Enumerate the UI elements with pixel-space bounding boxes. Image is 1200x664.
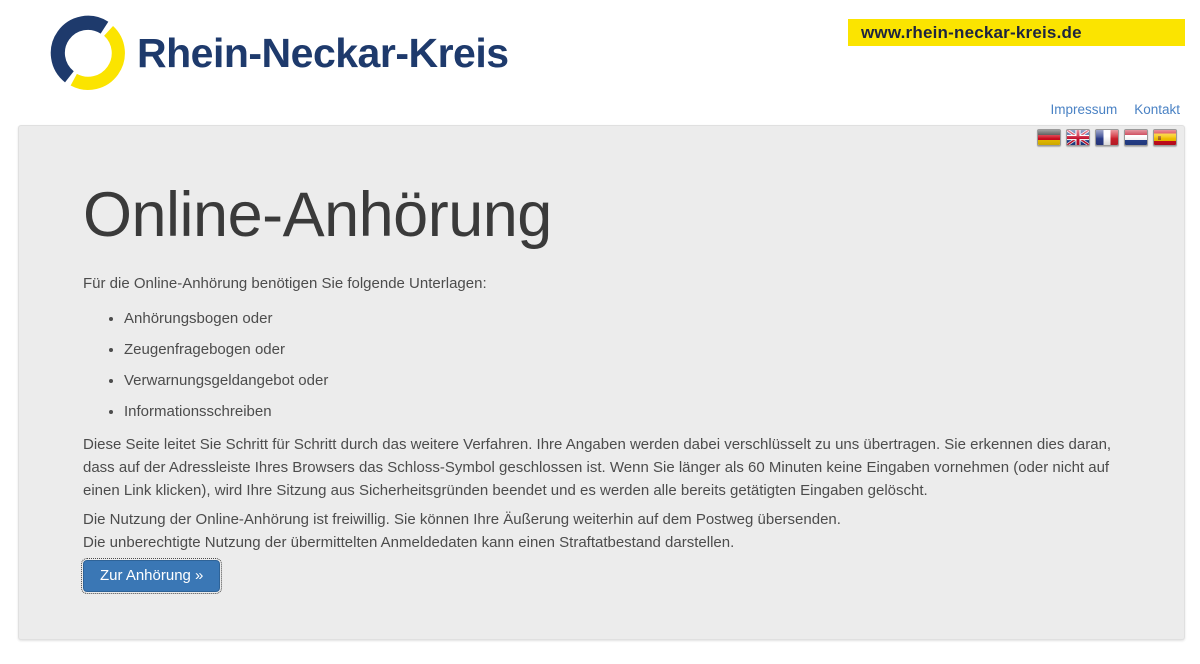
page-title: Online-Anhörung xyxy=(83,180,552,250)
list-item: • Zeugenfragebogen oder xyxy=(124,338,1184,361)
notice-line-2: Die unberechtigte Nutzung der übermittelten Anmeldedaten kann einen Straftatbestand darstellen. xyxy=(83,534,735,551)
url-banner xyxy=(848,19,1185,46)
zur-anhoerung-button[interactable]: Zur Anhörung » xyxy=(83,560,220,592)
documents-list xyxy=(83,307,1184,423)
flag-france-icon[interactable] xyxy=(1095,129,1119,146)
site-logo[interactable] xyxy=(49,14,509,92)
intro-text: Für die Online-Anhörung benötigen Sie folgende Unterlagen: xyxy=(83,275,487,292)
url-banner-text: www.rhein-neckar-kreis.de xyxy=(861,22,1082,42)
language-switcher xyxy=(1037,129,1177,146)
notice-paragraph xyxy=(83,508,1129,554)
list-item: • Verwarnungsgeldangebot oder xyxy=(124,369,1184,392)
list-item: • Informationsschreiben xyxy=(124,400,1184,423)
top-navigation xyxy=(1050,102,1180,117)
notice-line-1: Die Nutzung der Online-Anhörung ist freiwillig. Sie können Ihre Äußerung weiterhin auf dem Postweg übersenden. xyxy=(83,511,841,528)
content-panel xyxy=(18,125,1185,640)
logo-ring-icon xyxy=(49,14,127,92)
procedure-paragraph: Diese Seite leitet Sie Schritt für Schritt durch das weitere Verfahren. Ihre Angaben werden dabei verschlüsselt zu uns übertragen. Sie erkennen dies daran, dass auf der Adressleiste Ihres Browsers das Schloss-Symbol geschlossen ist. Wenn Sie länger als 60 Minuten keine Eingaben vornehmen (oder nicht auf einen Link klicken), wird Ihre Sitzung aus Sicherheitsgründen beendet und es werden alle bereits getätigten Eingaben gelöscht. xyxy=(83,436,1112,499)
flag-united-kingdom-icon[interactable] xyxy=(1066,129,1090,146)
flag-germany-icon[interactable] xyxy=(1037,129,1061,146)
kontakt-link[interactable]: Kontakt xyxy=(1134,102,1180,117)
impressum-link[interactable]: Impressum xyxy=(1050,102,1118,117)
flag-spain-icon[interactable] xyxy=(1153,129,1177,146)
brand-name: Rhein-Neckar-Kreis xyxy=(137,29,509,76)
flag-netherlands-icon[interactable] xyxy=(1124,129,1148,146)
list-item: • Anhörungsbogen oder xyxy=(124,307,1184,330)
